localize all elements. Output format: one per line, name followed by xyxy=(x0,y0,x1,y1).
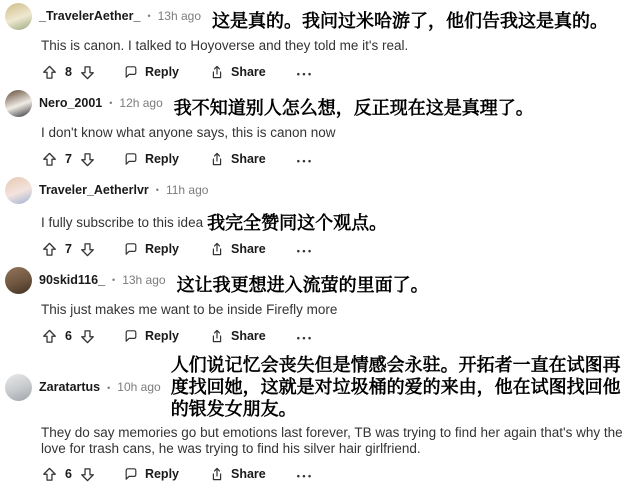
upvote-button[interactable] xyxy=(41,466,58,483)
more-options-button[interactable] xyxy=(297,152,314,167)
upvote-button[interactable] xyxy=(41,241,58,258)
reply-button[interactable] xyxy=(123,328,179,344)
comment-header xyxy=(5,177,630,205)
comment-body-text: I fully subscribe to this idea xyxy=(41,215,204,230)
reply-bubble-icon xyxy=(123,241,139,257)
downvote-button[interactable] xyxy=(79,328,96,345)
comment-header xyxy=(5,90,630,120)
share-label: Share xyxy=(231,467,266,481)
comment-header xyxy=(5,3,630,33)
share-button[interactable] xyxy=(209,241,266,257)
comment-header xyxy=(5,354,630,420)
share-icon xyxy=(209,328,225,344)
arrow-up-icon xyxy=(41,328,58,345)
reply-label: Reply xyxy=(144,152,179,166)
vote-count: 7 xyxy=(65,152,72,166)
comment-username[interactable]: Nero_2001 xyxy=(39,96,103,110)
ellipsis-icon xyxy=(297,65,314,80)
upvote-button[interactable] xyxy=(41,64,58,81)
more-options-button[interactable] xyxy=(297,242,314,257)
share-label: Share xyxy=(231,242,266,256)
comment-body: This is canon. I talked to Hoyoverse and they told me it's real. xyxy=(41,38,409,53)
reply-button[interactable] xyxy=(123,64,179,80)
ellipsis-icon xyxy=(297,467,314,482)
arrow-down-icon xyxy=(79,151,96,168)
translation-overlay: 我不知道别人怎么想，反正现在这是真理了。 xyxy=(173,98,534,118)
share-label: Share xyxy=(231,152,266,166)
comment-header xyxy=(5,267,630,297)
comment-body xyxy=(41,215,630,231)
comment-username[interactable]: 90skid116_ xyxy=(39,273,106,287)
reply-button[interactable] xyxy=(123,466,179,482)
comment-body: I don't know what anyone says, this is canon now xyxy=(41,125,336,140)
more-options-button[interactable] xyxy=(297,65,314,80)
avatar[interactable] xyxy=(5,3,32,30)
comment-actions xyxy=(41,240,630,258)
arrow-down-icon xyxy=(79,466,96,483)
comment xyxy=(5,354,630,483)
comment-identity xyxy=(5,374,161,401)
downvote-button[interactable] xyxy=(79,241,96,258)
separator-dot: • xyxy=(109,98,113,108)
avatar[interactable] xyxy=(5,90,32,117)
comment-actions xyxy=(41,150,630,168)
reply-bubble-icon xyxy=(123,466,139,482)
more-options-button[interactable] xyxy=(297,329,314,344)
ellipsis-icon xyxy=(297,329,314,344)
arrow-up-icon xyxy=(41,151,58,168)
reply-label: Reply xyxy=(144,242,179,256)
more-options-button[interactable] xyxy=(297,467,314,482)
translation-overlay: 这让我更想进入流萤的里面了。 xyxy=(176,275,429,295)
separator-dot: • xyxy=(107,383,111,393)
share-label: Share xyxy=(231,65,266,79)
share-button[interactable] xyxy=(209,64,266,80)
comment xyxy=(5,90,630,168)
reply-button[interactable] xyxy=(123,151,179,167)
comment-timestamp: 13h ago xyxy=(157,9,201,23)
avatar[interactable] xyxy=(5,374,32,401)
comment-actions xyxy=(41,63,630,81)
translation-overlay: 人们说记忆会丧失但是情感会永驻。开拓者一直在试图再度找回她，这就是对垃圾桶的爱的来由，他在试图找回他的银发女朋友。 xyxy=(170,355,621,419)
reply-label: Reply xyxy=(144,65,179,79)
comment xyxy=(5,177,630,258)
arrow-up-icon xyxy=(41,466,58,483)
comment-username[interactable]: Traveler_Aetherlvr xyxy=(39,183,149,197)
reply-bubble-icon xyxy=(123,151,139,167)
comment-body: They do say memories go but emotions last forever, TB was trying to find her again that's why the love for trash cans, he was trying to find his silver hair girlfriend. xyxy=(41,425,623,456)
reply-button[interactable] xyxy=(123,241,179,257)
downvote-button[interactable] xyxy=(79,466,96,483)
reply-label: Reply xyxy=(144,467,179,481)
comment-actions xyxy=(41,327,630,345)
upvote-button[interactable] xyxy=(41,151,58,168)
vote-count: 8 xyxy=(65,65,72,79)
comment-username[interactable]: _TravelerAether_ xyxy=(39,9,141,23)
downvote-button[interactable] xyxy=(79,151,96,168)
share-icon xyxy=(209,151,225,167)
ellipsis-icon xyxy=(297,152,314,167)
avatar[interactable] xyxy=(5,177,32,204)
reply-bubble-icon xyxy=(123,328,139,344)
vote-count: 6 xyxy=(65,329,72,343)
share-icon xyxy=(209,466,225,482)
share-button[interactable] xyxy=(209,466,266,482)
comment xyxy=(5,3,630,81)
separator-dot: • xyxy=(112,275,116,285)
comment-timestamp: 12h ago xyxy=(119,96,163,110)
arrow-down-icon xyxy=(79,241,96,258)
arrow-down-icon xyxy=(79,64,96,81)
share-icon xyxy=(209,64,225,80)
upvote-button[interactable] xyxy=(41,328,58,345)
separator-dot: • xyxy=(147,11,151,21)
comment-timestamp: 10h ago xyxy=(117,380,161,394)
share-label: Share xyxy=(231,329,266,343)
comment-actions xyxy=(41,465,630,483)
comment-timestamp: 11h ago xyxy=(165,183,209,197)
share-button[interactable] xyxy=(209,151,266,167)
avatar[interactable] xyxy=(5,267,32,294)
arrow-up-icon xyxy=(41,241,58,258)
share-button[interactable] xyxy=(209,328,266,344)
downvote-button[interactable] xyxy=(79,64,96,81)
comment-body: This just makes me want to be inside Firefly more xyxy=(41,302,338,317)
ellipsis-icon xyxy=(297,242,314,257)
comment xyxy=(5,267,630,345)
vote-count: 7 xyxy=(65,242,72,256)
reply-bubble-icon xyxy=(123,64,139,80)
share-icon xyxy=(209,241,225,257)
comment-timestamp: 13h ago xyxy=(122,273,166,287)
reply-label: Reply xyxy=(144,329,179,343)
translation-overlay: 这是真的。我问过米哈游了，他们告我这是真的。 xyxy=(212,11,608,31)
arrow-down-icon xyxy=(79,328,96,345)
comment-username[interactable]: Zaratartus xyxy=(39,380,101,394)
vote-count: 6 xyxy=(65,467,72,481)
translation-overlay: 我完全赞同这个观点。 xyxy=(207,213,388,233)
separator-dot: • xyxy=(155,185,159,195)
arrow-up-icon xyxy=(41,64,58,81)
